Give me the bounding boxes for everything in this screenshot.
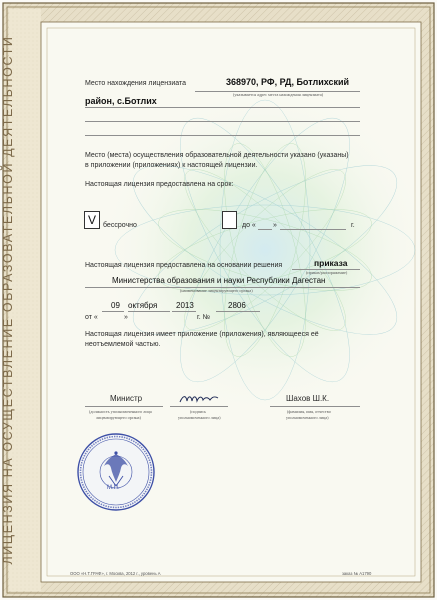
address-underline-3 xyxy=(85,121,360,122)
decision-type-caption: (приказ/распоряжение) xyxy=(306,270,348,275)
position-caption-2: лицензирующего органа) xyxy=(96,415,141,420)
annex-text-line2: неотъемлемой частью. xyxy=(85,341,161,348)
handwritten-signature-icon xyxy=(178,391,220,407)
signature-caption-1: (подпись xyxy=(190,409,206,414)
address-value-line2: район, с.Ботлих xyxy=(85,96,157,106)
until-date-checkbox[interactable] xyxy=(222,211,237,229)
address-value-line1: 368970, РФ, РД, Ботлихский xyxy=(226,77,350,87)
until-year-suffix: г. xyxy=(351,222,355,229)
year-number-suffix: г. № xyxy=(197,314,211,321)
decision-month: октября xyxy=(128,301,158,310)
decision-year: 2013 xyxy=(176,301,194,310)
position-underline xyxy=(85,406,163,407)
vertical-license-title: ЛИЦЕНЗИЯ НА ОСУЩЕСТВЛЕНИЕ ОБРАЗОВАТЕЛЬНОЙ ДЕЯТЕЛЬНОСТИ xyxy=(1,35,15,565)
number-underline xyxy=(216,311,260,312)
name-caption-2: уполномоченного лица) xyxy=(286,415,329,420)
address-caption: (указывается адрес места нахождения лицензиата) xyxy=(233,92,324,97)
date-prefix: от « xyxy=(85,314,98,321)
organ-caption: (наименование лицензирующего органа) xyxy=(180,288,253,293)
until-label: до « xyxy=(242,222,256,229)
address-underline-2 xyxy=(85,107,360,108)
until-month-field xyxy=(280,229,346,230)
signature-caption-2: уполномоченного лица) xyxy=(178,415,221,420)
basis-label: Настоящая лицензия предоставлена на основании решения xyxy=(85,262,283,269)
official-seal-icon xyxy=(76,432,156,512)
month-underline xyxy=(128,311,170,312)
indefinite-checkbox[interactable]: V xyxy=(84,211,100,229)
name-caption-1: (фамилия, имя, отчество xyxy=(287,409,331,414)
seal-mark-label: М.П. xyxy=(107,485,120,491)
day-underline xyxy=(102,311,124,312)
order-number: заказ № А1790 xyxy=(342,571,372,576)
signature-underline xyxy=(170,406,228,407)
address-underline-4 xyxy=(85,135,360,136)
decision-number: 2806 xyxy=(228,301,246,310)
year-underline xyxy=(172,311,196,312)
places-text-line1: Место (места) осуществления образовательной деятельности указано (указаны) xyxy=(85,152,349,159)
signatory-position: Министр xyxy=(110,394,143,403)
date-mid: » xyxy=(124,314,128,321)
address-label: Место нахождения лицензиата xyxy=(85,80,186,87)
decision-day: 09 xyxy=(111,301,120,310)
decision-type: приказа xyxy=(314,258,348,268)
indefinite-label: бессрочно xyxy=(103,222,137,229)
position-caption-1: (должность уполномоченного лица xyxy=(89,409,152,414)
places-text-line2: в приложении (приложениях) к настоящей лицензии. xyxy=(85,162,258,169)
signatory-name: Шахов Ш.К. xyxy=(286,394,330,403)
until-quote-close: » xyxy=(273,222,277,229)
until-day-field xyxy=(258,229,272,230)
licensing-organ: Министерства образования и науки Республики Дагестан xyxy=(112,276,326,285)
annex-text-line1: Настоящая лицензия имеет приложение (приложения), являющееся её xyxy=(85,331,319,338)
printer-imprint: ООО «Н.Т.ГРАФ», г. Москва, 2012 г., уровень А xyxy=(70,571,161,576)
name-underline xyxy=(270,406,360,407)
term-label: Настоящая лицензия предоставлена на срок: xyxy=(85,181,234,188)
